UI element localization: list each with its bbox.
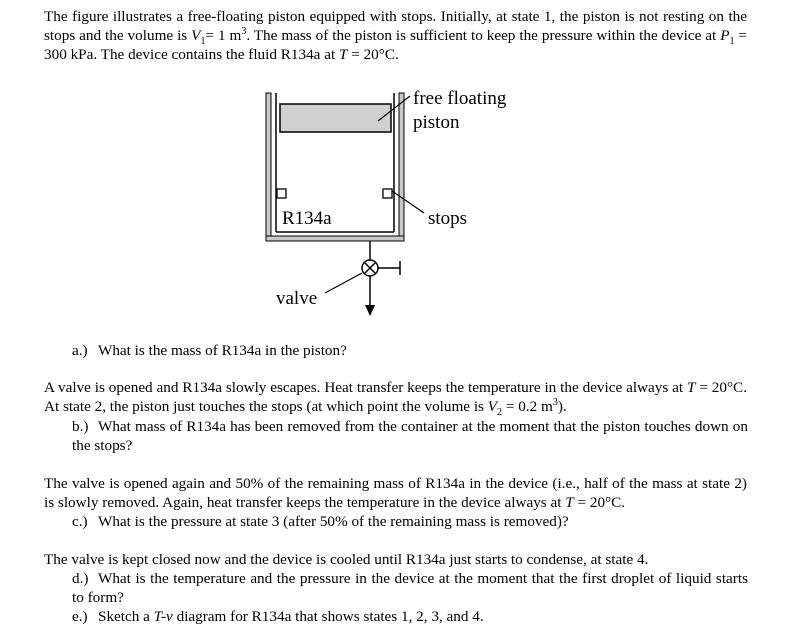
question-a-label: a.) bbox=[72, 342, 88, 359]
question-c-text: What is the pressure at state 3 (after 50% of the remaining mass is removed)? bbox=[98, 513, 569, 530]
stop-left bbox=[277, 189, 286, 198]
question-e-label: e.) bbox=[72, 608, 88, 625]
paragraph-2: A valve is opened and R134a slowly escapes. Heat transfer keeps the temperature in the device always at T = 20°C. At state 2, the piston just touches the stops (at which point the volume is $V_2 = 0.2$ $m^3$). bbox=[44, 379, 747, 419]
intro-paragraph: The figure illustrates a free-floating piston equipped with stops. Initially, at state 1, the piston is not resting on the stops and the volume is $V_1= 1$ $m^3$. The mass of the piston is sufficient to keep the pressure within the device at $P_1 = 300$ kPa. The device contains the fluid R134a at T = 20°C. bbox=[44, 8, 747, 63]
stops-label: stops bbox=[428, 208, 468, 229]
piston-label-line2: piston bbox=[413, 112, 460, 133]
question-b-label: b.) bbox=[72, 418, 89, 435]
question-a bbox=[72, 341, 748, 360]
paragraph-3: The valve is opened again and 50% of the remaining mass of R134a in the device (i.e., half of the mass at state 2) is slowly removed. Again, heat transfer keeps the temperature in the device always at T = 20°C. bbox=[44, 475, 747, 511]
question-c-label: c.) bbox=[72, 513, 88, 530]
question-b bbox=[72, 417, 748, 455]
question-c bbox=[72, 512, 748, 531]
valve-label: valve bbox=[276, 288, 318, 309]
valve-leader-line bbox=[325, 273, 362, 293]
stop-right bbox=[383, 189, 392, 198]
question-d bbox=[72, 569, 748, 607]
question-b-text: What mass of R134a has been removed from the container at the moment that the piston touches down on the stops? bbox=[72, 418, 748, 454]
fluid-label: R134a bbox=[282, 208, 332, 229]
question-d-text: What is the temperature and the pressure in the device at the moment that the first droplet of liquid starts to form? bbox=[72, 570, 748, 606]
question-d-label: d.) bbox=[72, 570, 89, 587]
question-e: e.) Sketch a T-v diagram for R134a that shows states 1, 2, 3, and 4. bbox=[72, 608, 484, 625]
piston bbox=[280, 104, 391, 132]
stops-leader-line bbox=[392, 191, 424, 213]
valve[interactable] bbox=[362, 241, 400, 316]
piston-label-line1: free floating bbox=[413, 88, 507, 109]
question-a-text: What is the mass of R134a in the piston? bbox=[98, 342, 347, 359]
paragraph-4: The valve is kept closed now and the device is cooled until R134a just starts to condense, at state 4. bbox=[44, 551, 649, 568]
